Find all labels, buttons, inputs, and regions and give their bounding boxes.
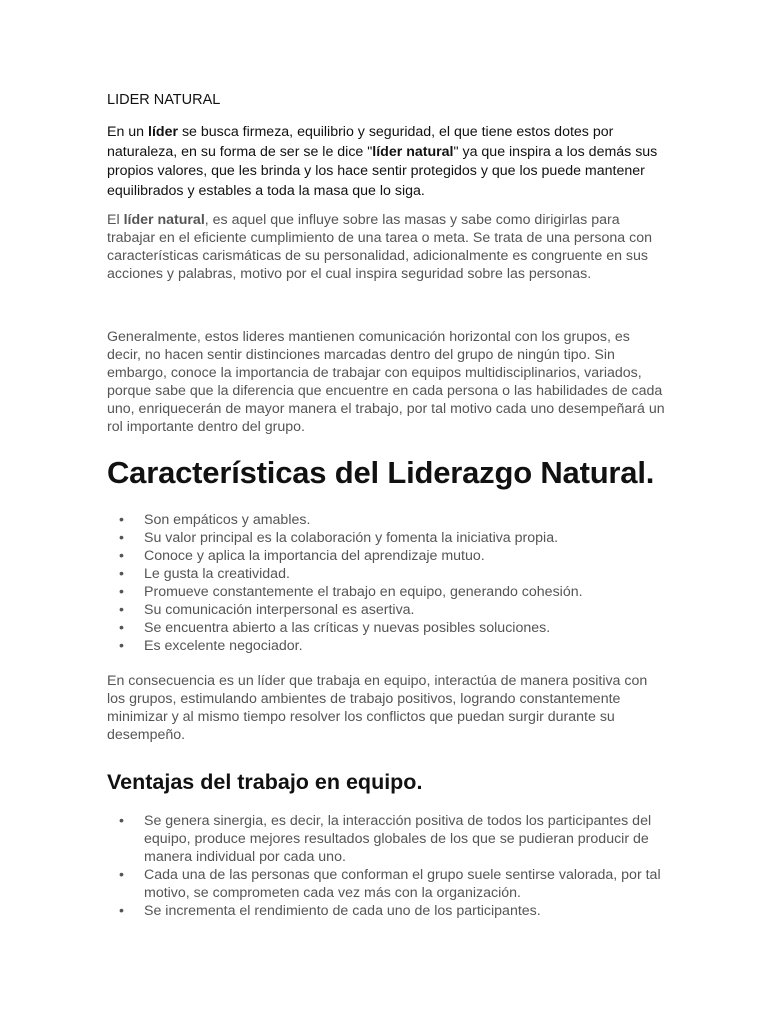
- definition-paragraph: [107, 211, 667, 283]
- list-item: • Se genera sinergia, es decir, la interacción positiva de todos los participantes del equipo, produce mejores resultados globales de los que se pudieran producir de manera individual por cada uno.: [107, 812, 667, 866]
- list-item: • Se incrementa el rendimiento de cada uno de los participantes.: [107, 902, 667, 920]
- advantages-heading: Ventajas del trabajo en equipo.: [107, 770, 423, 794]
- communication-paragraph: Generalmente, estos lideres mantienen comunicación horizontal con los grupos, es decir, no hacen sentir distinciones marcadas dentro del grupo de ningún tipo. Sin embargo, conoce la importancia de trabajar con equipos multidisciplinarios, variados, porque sabe que la diferencia que encuentre en cada persona o las habilidades de cada uno, enriquecerán de mayor manera el trabajo, por tal motivo cada uno desempeñará un rol importante dentro del grupo.: [107, 329, 665, 435]
- list-item: • Cada una de las personas que conforman el grupo suele sentirse valorada, por tal motivo, se comprometen cada vez más con la organización.: [107, 866, 667, 902]
- bold-term: líder natural: [123, 212, 205, 228]
- text-run: El: [107, 212, 124, 228]
- list-item: • Son empáticos y amables.: [107, 511, 667, 529]
- characteristics-list: [107, 511, 667, 655]
- text-run: " ya que inspira a los demás sus propios valores, que les brinda y los hace sentir protegidos y que los puede mantener equilibrados y estables a toda la masa que lo siga.: [107, 143, 658, 199]
- conclusion-paragraph: En consecuencia es un líder que trabaja en equipo, interactúa de manera positiva con los grupos, estimulando ambientes de trabajo positivos, logrando constantemente minimizar y al mismo tiempo resolver los conflictos que puedan surgir durante su desempeño.: [107, 673, 648, 743]
- list-item: • Su valor principal es la colaboración y fomenta la iniciativa propia.: [107, 529, 667, 547]
- advantages-list: [107, 812, 667, 920]
- list-item: • Se encuentra abierto a las críticas y nuevas posibles soluciones.: [107, 619, 667, 637]
- list-item: • Es excelente negociador.: [107, 637, 667, 655]
- list-item: • Le gusta la creatividad.: [107, 565, 667, 583]
- document-title: LIDER NATURAL: [107, 92, 221, 108]
- list-item: • Conoce y aplica la importancia del aprendizaje mutuo.: [107, 547, 667, 565]
- intro-paragraph: [107, 123, 667, 201]
- text-run: se busca firmeza, equilibrio y seguridad, el que tiene estos dotes por naturaleza, en su forma de ser se le dice ": [107, 124, 614, 160]
- bold-term: líder natural: [372, 143, 454, 160]
- list-item: • Promueve constantemente el trabajo en equipo, generando cohesión.: [107, 583, 667, 601]
- list-item: • Su comunicación interpersonal es asertiva.: [107, 601, 667, 619]
- bold-term: líder: [148, 124, 178, 140]
- text-run: En un: [107, 124, 149, 140]
- characteristics-heading: Características del Liderazgo Natural.: [107, 455, 655, 490]
- text-run: , es aquel que influye sobre las masas y sabe como dirigirlas para trabajar en el eficiente cumplimiento de una tarea o meta. Se trata de una persona con características carismáticas de su personalidad, adicionalmente es congruente en sus acciones y palabras, motivo por el cual inspira seguridad sobre las personas.: [107, 212, 652, 282]
